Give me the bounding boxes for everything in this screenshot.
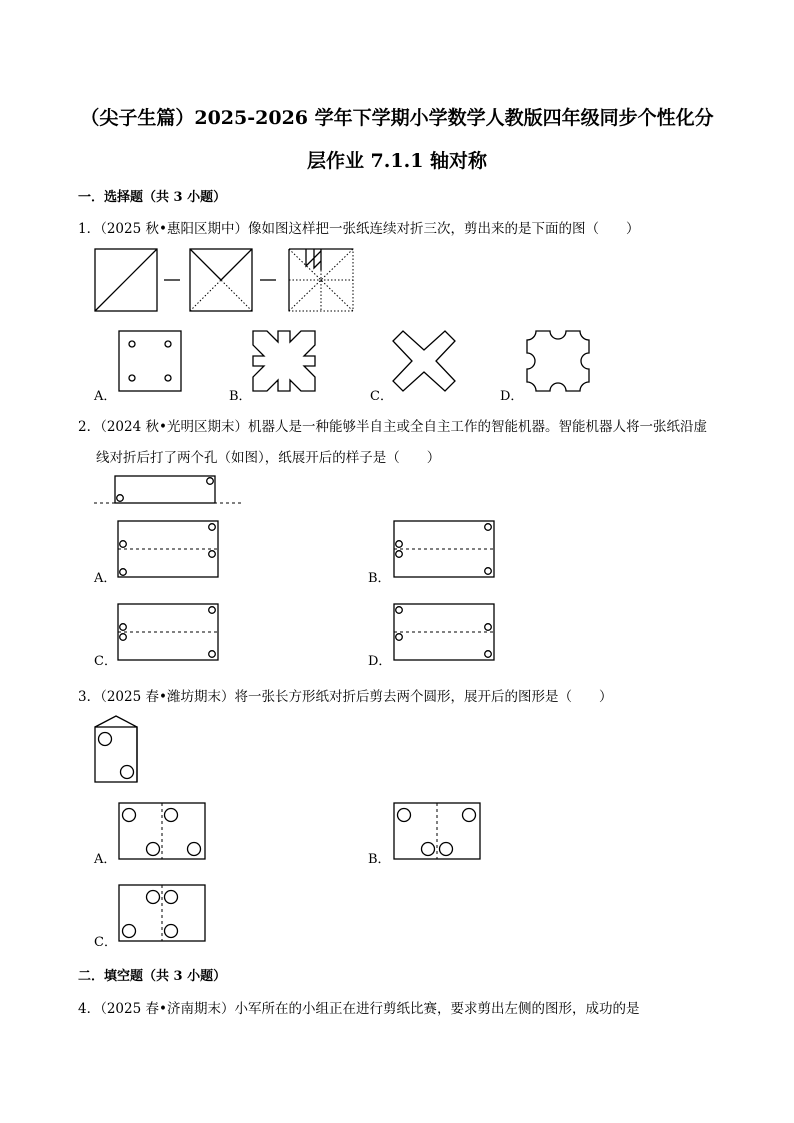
document-title-line2: 层作业 7.1.1 轴对称 <box>306 150 488 172</box>
q3-option-a-label[interactable]: A． <box>94 852 117 867</box>
section-heading-choice: 一．选择题（共 3 小题） <box>78 190 227 205</box>
q1-option-a-figure <box>118 330 182 392</box>
section-heading-fill-blank: 二．填空题（共 3 小题） <box>78 969 227 984</box>
q2-option-c-figure <box>117 603 219 661</box>
document-title-line1: （尖子生篇）2025-2026 学年下学期小学数学人教版四年级同步个性化分 <box>80 107 714 129</box>
question-2-line1: 2．（2024 秋•光明区期末）机器人是一种能够半自主或全自主工作的智能机器。智能机器人将一张纸沿虚 <box>78 419 707 435</box>
q3-folded-paper-diagram <box>94 714 140 784</box>
q2-option-a-figure <box>117 520 219 578</box>
q2-option-d-label[interactable]: D． <box>368 654 392 669</box>
q2-option-b-label[interactable]: B． <box>368 571 391 586</box>
q3-option-b-figure <box>393 802 481 860</box>
q1-option-a-label[interactable]: A． <box>94 389 117 404</box>
q3-option-c-figure <box>118 884 206 942</box>
q3-option-b-label[interactable]: B． <box>368 852 391 867</box>
q1-option-c-label[interactable]: C． <box>370 389 393 404</box>
q1-option-b-figure <box>250 328 318 394</box>
q2-option-a-label[interactable]: A． <box>94 571 117 586</box>
q1-option-d-label[interactable]: D． <box>500 389 524 404</box>
q2-option-c-label[interactable]: C． <box>94 654 117 669</box>
question-4-text: 4．（2025 春•济南期末）小军所在的小组正在进行剪纸比赛，要求剪出左侧的图形，成功的是 <box>78 1001 640 1017</box>
q3-option-c-label[interactable]: C． <box>94 935 117 950</box>
q2-option-d-figure <box>393 603 495 661</box>
q1-folding-diagram <box>94 248 356 314</box>
q2-folded-paper-diagram <box>94 474 244 504</box>
question-1-text: 1．（2025 秋•惠阳区期中）像如图这样把一张纸连续对折三次，剪出来的是下面的图（ ） <box>78 221 640 237</box>
q1-option-d-figure <box>524 328 592 394</box>
question-2-line2: 线对折后打了两个孔（如图），纸展开后的样子是（ ） <box>96 450 441 466</box>
q2-option-b-figure <box>393 520 495 578</box>
question-3-text: 3．（2025 春•潍坊期末）将一张长方形纸对折后剪去两个圆形，展开后的图形是（ ） <box>78 689 613 705</box>
q1-option-c-figure <box>390 328 458 394</box>
q3-option-a-figure <box>118 802 206 860</box>
q1-option-b-label[interactable]: B． <box>229 389 252 404</box>
